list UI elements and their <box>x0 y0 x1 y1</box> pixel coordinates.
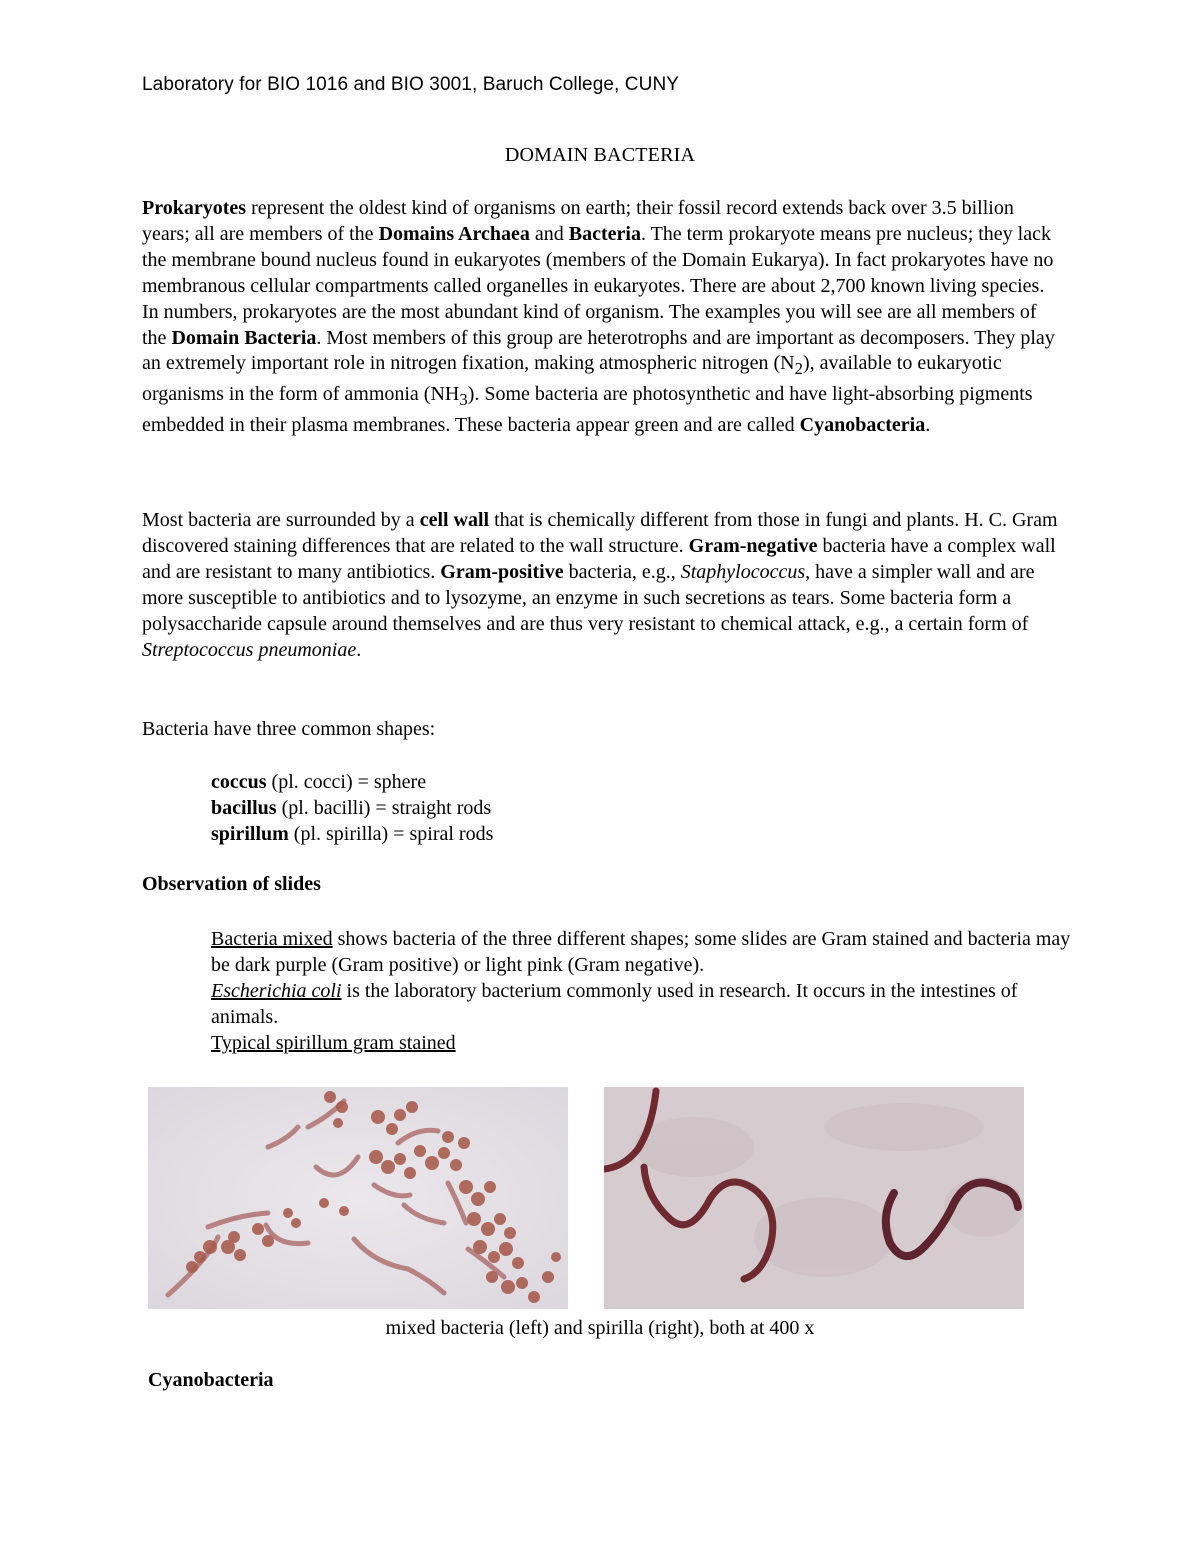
shape-item-coccus: coccus (pl. cocci) = sphere <box>211 771 427 793</box>
cyanobacteria-heading: Cyanobacteria <box>148 1369 274 1391</box>
term-cyanobacteria: Cyanobacteria <box>799 414 926 437</box>
shape-item-spirillum: spirillum (pl. spirilla) = spiral rods <box>211 823 494 845</box>
intro-paragraph: Prokaryotes represent the oldest kind of organisms on earth; their fossil record extends back over 3.5 billion years; all are members of the Domains Archaea and Bacteria. The term prokaryote means pre nucleus; they lack the membrane bound nucleus found in eukaryotes (members of the Domain Eukarya). In fact prokaryotes have no membranous cellular compartments called organelles in eukaryotes. There are about 2,700 known living species. In numbers, prokaryotes are the most abundant kind of organism. The examples you will see are all members of the Domain Bacteria. Most members of this group are heterotrophs and are important as decomposers. They play an extremely important role in nitrogen fixation, making atmospheric nitrogen $(N_2)$, available to eukaryotic organisms in the form of ammonia $(NH_3)$. Some bacteria are photosynthetic and have light-absorbing pigments embedded in their plasma membranes. These bacteria appear green and are called Cyanobacteria. <box>142 197 1055 437</box>
figure-caption: mixed bacteria (left) and spirilla (right), both at 400 x <box>385 1317 815 1339</box>
spirillum-item <box>211 1030 1071 1056</box>
term-staphylococcus: Staphylococcus <box>680 560 806 583</box>
term-domain-bacteria: Domain Bacteria <box>171 326 317 349</box>
mixed-bacteria-label: Bacteria mixed <box>211 928 333 950</box>
spirilla-micrograph <box>604 1087 1024 1309</box>
term-bacteria: Bacteria <box>568 222 641 245</box>
term-cell-wall: cell wall <box>419 509 490 531</box>
term-gram-negative: Gram-negative <box>688 534 818 557</box>
term-prokaryotes: Prokaryotes <box>142 197 247 219</box>
term-streptococcus: Streptococcus pneumoniae <box>142 638 357 661</box>
term-domains-archaea: Domains Archaea <box>378 222 530 245</box>
cell-wall-paragraph: Most bacteria are surrounded by a cell wall that is chemically different from those in fungi and plants. H. C. Gram discovered staining differences that are related to the wall structure. Gram-negative bacteria have a complex wall and are resistant to many antibiotics. Gram-positive bacteria, e.g., Staphylococcus, have a simpler wall and are more susceptible to antibiotics and to lysozyme, an enzyme in such secretions as tears. Some bacteria form a polysaccharide capsule around themselves and are thus very resistant to chemical attack, e.g., a certain form of Streptococcus pneumoniae. <box>142 509 1058 661</box>
shapes-intro: Bacteria have three common shapes: <box>142 718 436 740</box>
page-header: Laboratory for BIO 1016 and BIO 3001, Baruch College, CUNY <box>142 74 680 95</box>
ecoli-item: Escherichia coli is the laboratory bacterium commonly used in research. It occurs in the intestines of animals. <box>211 980 1018 1028</box>
mixed-bacteria-item: Bacteria mixed shows bacteria of the three different shapes; some slides are Gram stained and bacteria may be dark purple (Gram positive) or light pink (Gram negative). <box>211 928 1071 976</box>
spirillum-label: Typical spirillum gram stained <box>211 1032 456 1054</box>
shapes-list <box>211 769 493 847</box>
ecoli-label: Escherichia coli <box>211 980 342 1002</box>
shape-item-bacillus: bacillus (pl. bacilli) = straight rods <box>211 797 492 819</box>
term-gram-positive: Gram-positive <box>440 560 564 583</box>
mixed-bacteria-micrograph <box>148 1087 568 1309</box>
observation-list <box>211 926 1071 1056</box>
observation-heading: Observation of slides <box>142 873 321 895</box>
page-title: DOMAIN BACTERIA <box>504 144 696 166</box>
